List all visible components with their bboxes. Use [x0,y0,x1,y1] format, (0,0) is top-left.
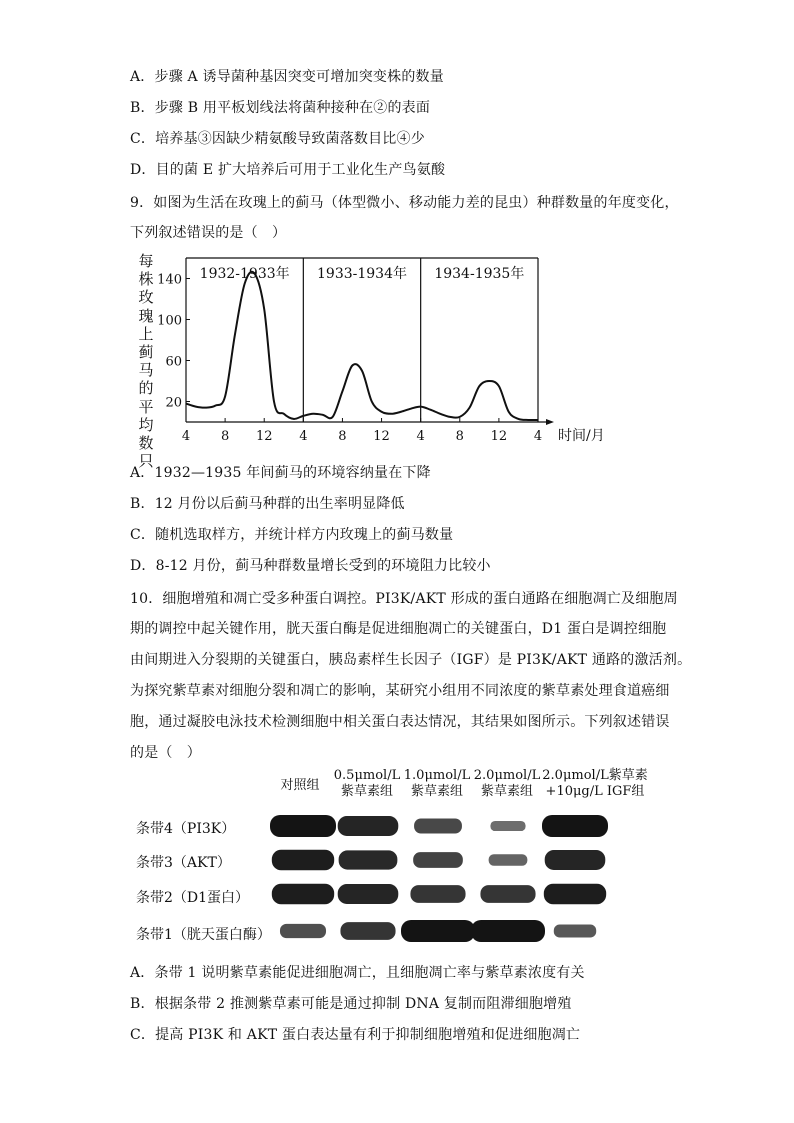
blot-band [480,885,535,903]
x-tick-label: 8 [338,429,347,444]
y-axis-label-char: 数 [138,434,154,453]
blot-column-header: 1.0μmol/L 紫草素组 [403,768,471,799]
y-axis-label-char: 均 [138,415,154,434]
x-tick-label: 4 [299,429,308,444]
blot-band [554,925,596,938]
blot-band [272,884,334,905]
q10-stem-line5: 胞，通过凝胶电泳技术检测细胞中相关蛋白表达情况，其结果如图所示。下列叙述错误 [130,714,670,730]
western-blot-figure [130,768,670,948]
q10-option-c: C．提高 PI3K 和 AKT 蛋白表达量有利于抑制细胞增殖和促进细胞凋亡 [130,1027,581,1043]
q9-option-a: A．1932—1935 年间蓟马的环境容纳量在下降 [130,465,431,481]
panel-title: 1934-1935年 [434,266,525,282]
y-axis-label-char: 株 [138,270,154,289]
blot-band [544,884,606,905]
y-axis-label-char: 只 [138,452,154,471]
panel-title: 1932-1933年 [199,266,290,282]
x-axis-label: 时间/月 [558,428,605,444]
x-tick-label: 12 [373,429,390,444]
blot-band [401,920,475,942]
blot-band [490,821,525,831]
blot-band [489,854,528,866]
q9-option-c: C．随机选取样方，并统计样方内玫瑰上的蓟马数量 [130,527,454,543]
x-tick-label: 4 [181,429,191,444]
blot-band [338,884,399,904]
y-tick-label: 60 [165,354,182,370]
y-axis-label-char: 平 [138,397,154,416]
q10-stem-line4: 为探究紫草素对细胞分裂和凋亡的影响，某研究小组用不同浓度的紫草素处理食道癌细 [130,683,670,699]
blot-band [340,922,395,940]
x-tick-label: 12 [490,429,508,444]
q9-option-d: D．8-12 月份，蓟马种群数量增长受到的环境阻力比较小 [130,558,491,574]
q10-stem-line1: 10．细胞增殖和凋亡受多种蛋白调控。PI3K/AKT 形成的蛋白通路在细胞凋亡及细胞周 [130,591,678,607]
y-axis-label-char: 上 [138,324,154,343]
blot-column-header: 对照组 [280,778,320,793]
x-tick-label: 8 [220,429,230,444]
blot-band [339,850,398,869]
panel-title: 1933-1934年 [317,266,407,282]
blot-band [414,819,462,834]
q10-option-b: B．根据条带 2 推测紫草素可能是通过抑制 DNA 复制而阻滞细胞增殖 [130,996,572,1012]
y-axis-label-char: 蓟 [138,343,154,362]
q9-stem-line1: 9．如图为生活在玫瑰上的蓟马（体型微小、移动能力差的昆虫）种群数量的年度变化， [130,195,679,211]
y-axis-label-char: 的 [138,379,154,398]
blot-row-label: 条带1（胱天蛋白酶） [136,927,271,943]
blot-band [471,920,545,942]
blot-band [272,850,334,871]
blot-band [413,852,463,868]
x-tick-label: 8 [455,429,464,444]
blot-band [410,885,465,903]
blot-row-label: 条带2（D1蛋白） [136,890,250,906]
blot-band [280,924,326,938]
y-tick-label: 140 [157,272,182,288]
blot-band [542,815,608,837]
blot-column-header: 2.0μmol/L 紫草素组 [473,768,541,799]
blot-column-header: 0.5μmol/L 紫草素组 [333,768,401,799]
y-axis-label-char: 马 [138,361,154,380]
y-tick-label: 100 [157,313,182,329]
x-tick-label: 4 [416,429,425,444]
population-series-line [186,272,538,420]
blot-band [545,850,606,870]
y-axis-label-char: 玫 [138,288,154,307]
q10-stem-line3: 由间期进入分裂期的关键蛋白，胰岛素样生长因子（IGF）是 PI3K/AKT 通路的激活剂。 [130,652,692,668]
blot-band [338,816,399,836]
y-tick-label: 20 [165,395,182,411]
q9-stem-line2: 下列叙述错误的是（ ） [130,225,287,241]
blot-column-header: 2.0μmol/L紫草素 +10μg/L IGF组 [542,768,648,799]
q8-option-a: A．步骤 A 诱导菌种基因突变可增加突变株的数量 [130,69,444,85]
blot-band [270,815,336,837]
y-axis-label-char: 每 [138,252,154,270]
y-axis-label-char: 瑰 [138,306,154,325]
q9-option-b: B．12 月份以后蓟马种群的出生率明显降低 [130,496,405,512]
q8-option-d: D．目的菌 E 扩大培养后可用于工业化生产鸟氨酸 [130,162,446,178]
blot-row-label: 条带3（AKT） [136,855,231,871]
q10-stem-line2: 期的调控中起关键作用，胱天蛋白酶是促进细胞凋亡的关键蛋白，D1 蛋白是调控细胞 [130,621,667,637]
q10-stem-line6: 的是（ ） [130,745,201,761]
q8-option-c: C．培养基③因缺少精氨酸导致菌落数目比④少 [130,131,425,147]
q8-option-b: B．步骤 B 用平板划线法将菌种接种在②的表面 [130,100,431,116]
q10-option-a: A．条带 1 说明紫草素能促进细胞凋亡，且细胞凋亡率与紫草素浓度有关 [130,965,585,981]
x-tick-label: 4 [533,429,543,444]
blot-bands [130,768,670,948]
population-line-chart [130,250,610,453]
x-tick-label: 12 [255,429,273,444]
x-axis-arrow-icon [546,419,554,425]
blot-row-label: 条带4（PI3K） [136,821,236,837]
